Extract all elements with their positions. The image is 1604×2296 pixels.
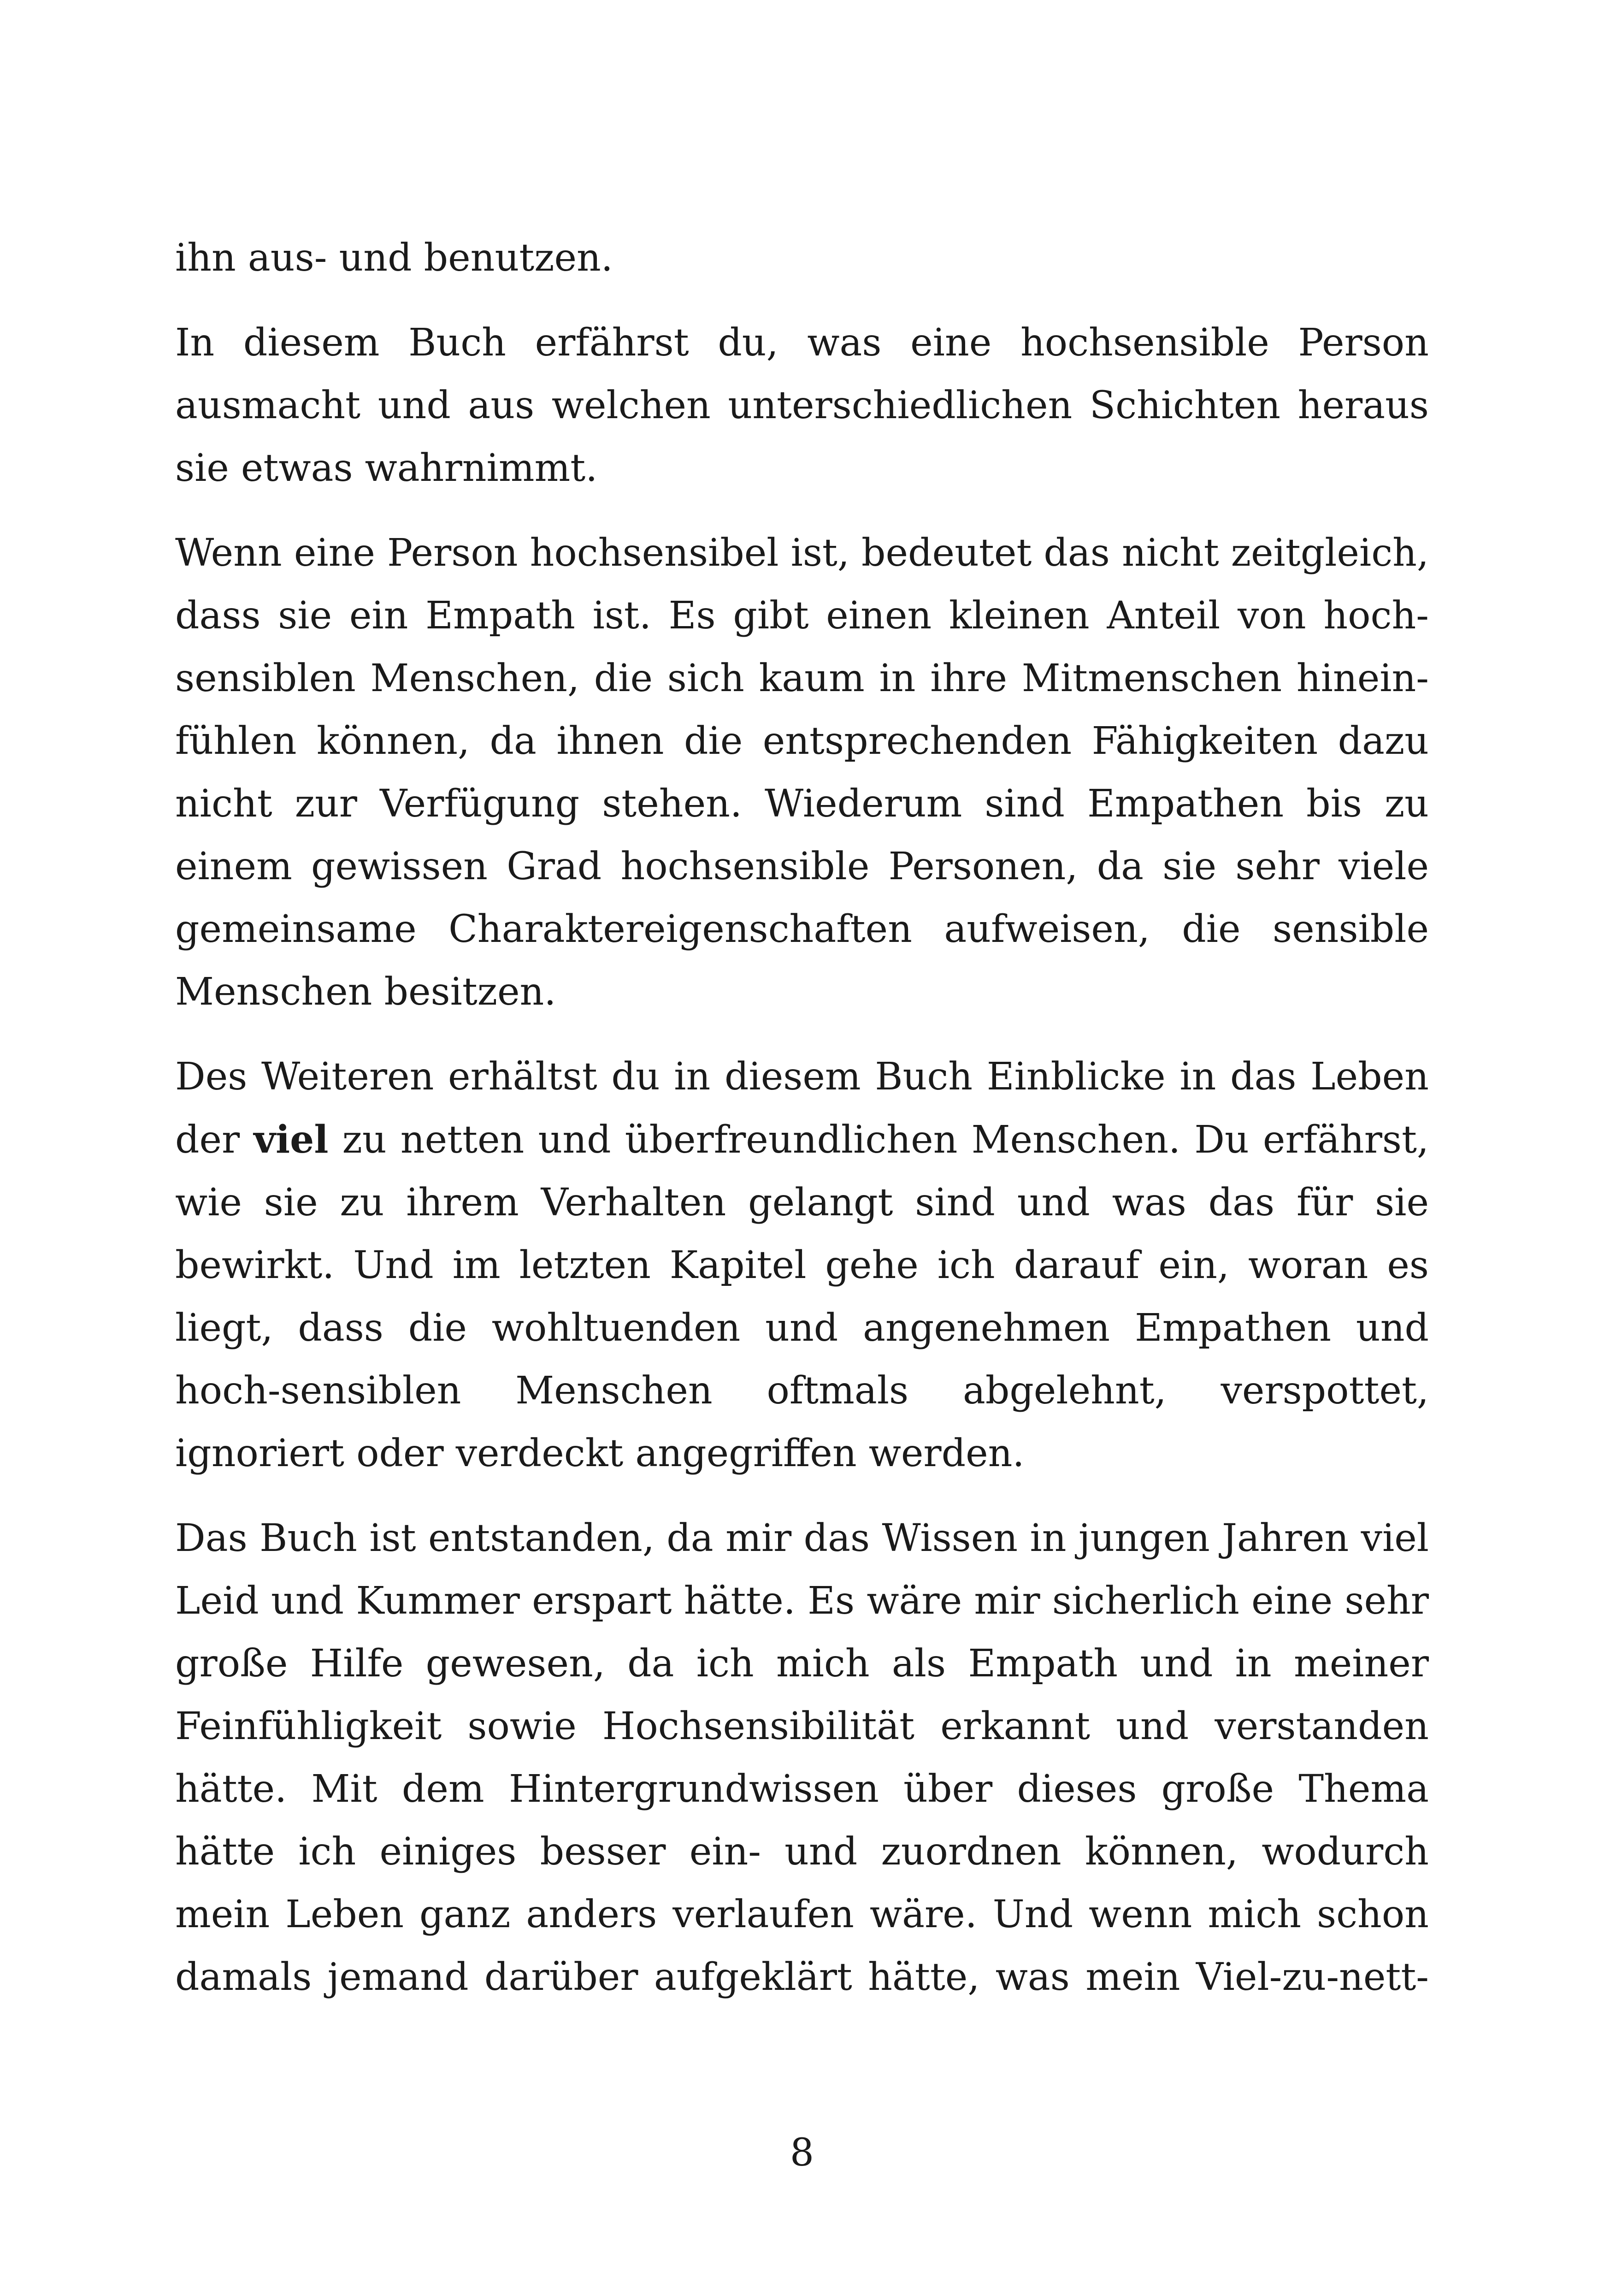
paragraph-text: Des Weiteren erhältst du in diesem Buch Einblicke in das Leben der xyxy=(175,1055,1429,1162)
body-text xyxy=(175,227,1429,2031)
paragraph-text: zu netten und überfreundlichen Menschen. Du erfährst, wie sie zu ihrem Verhalten gelangt sind und was das für sie bewirkt. Und im letzten Kapitel gehe ich darauf ein, woran es liegt, dass die wohltuenden und angenehmen Empathen und hoch-sensiblen Menschen oftmals abgelehnt, verspottet, ignoriert oder verdeckt angegriffen werden. xyxy=(175,1118,1429,1475)
page-number: 8 xyxy=(790,2131,814,2175)
paragraph: Wenn eine Person hochsensibel ist, bedeutet das nicht zeitgleich, dass sie ein Empath ist. Es gibt einen kleinen Anteil von hoch-sensiblen Menschen, die sich kaum in ihre Mitmenschen hinein-fühlen können, da ihnen die entsprechenden Fähigkeiten dazu nicht zur Verfügung stehen. Wiederum sind Empathen bis zu einem gewissen Grad hochsensible Personen, da sie sehr viele gemeinsame Charaktereigenschaften aufweisen, die sensible Menschen besitzen. xyxy=(175,531,1429,1014)
paragraph: In diesem Buch erfährst du, was eine hochsensible Person ausmacht und aus welchen unterschiedlichen Schichten heraus sie etwas wahrnimmt. xyxy=(175,321,1429,490)
paragraph xyxy=(175,1046,1429,1485)
paragraph: ihn aus- und benutzen. xyxy=(175,236,613,280)
emphasized-word: viel xyxy=(254,1118,329,1162)
paragraph: Das Buch ist entstanden, da mir das Wissen in jungen Jahren viel Leid und Kummer erspart hätte. Es wäre mir sicherlich eine sehr große Hilfe gewesen, da ich mich als Empath und in meiner Feinfühligkeit sowie Hochsensibilität erkannt und verstanden hätte. Mit dem Hintergrundwissen über dieses große Thema hätte ich einiges besser ein- und zuordnen können, wodurch mein Leben ganz anders verlaufen wäre. Und wenn mich schon damals jemand darüber aufgeklärt hätte, was mein Viel-zu-nett- xyxy=(175,1516,1429,1999)
